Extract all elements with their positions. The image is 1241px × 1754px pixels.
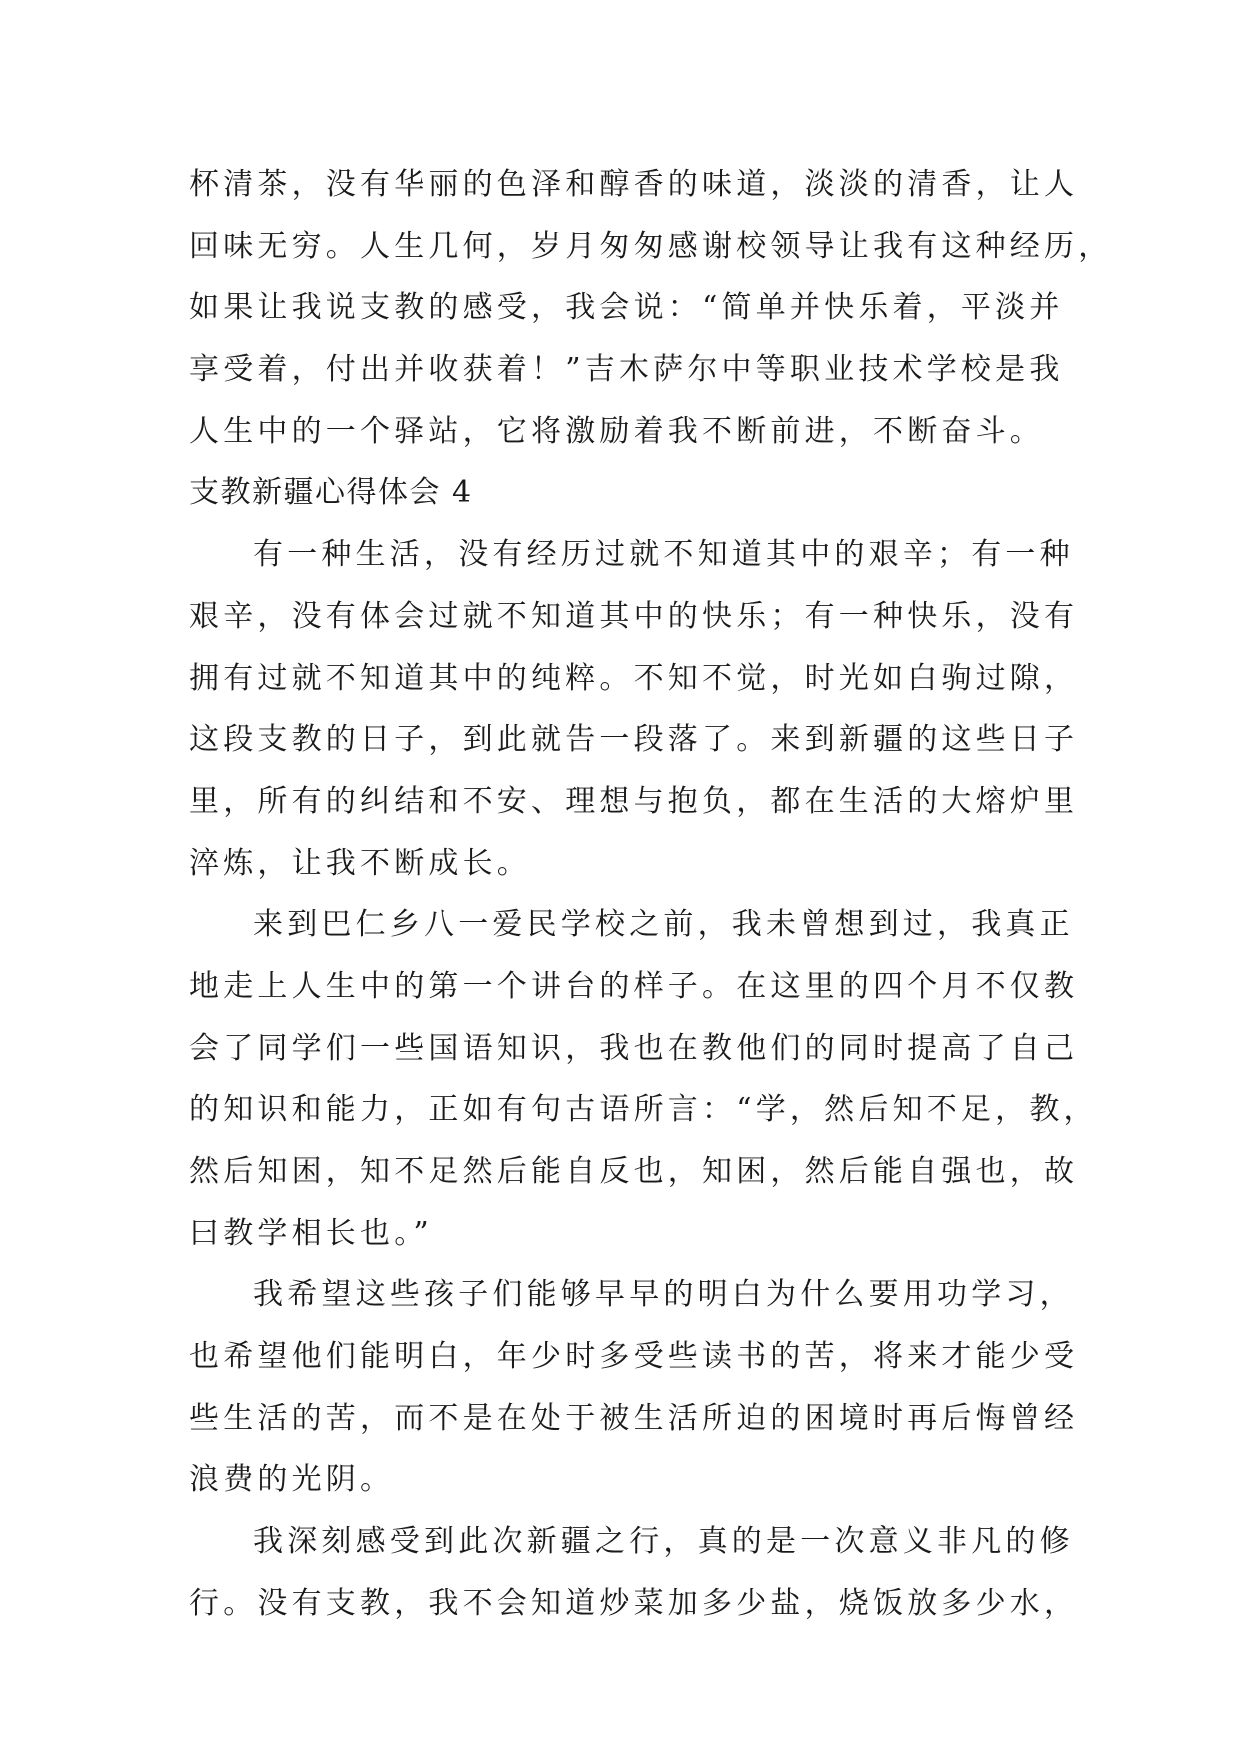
text-line: 些生活的苦，而不是在处于被生活所迫的困境时再后悔曾经 [189, 1400, 1079, 1436]
paragraph-first-line: 有一种生活，没有经历过就不知道其中的艰辛；有一种 [253, 537, 1074, 573]
document-body [189, 154, 1113, 1635]
text-line: 会了同学们一些国语知识，我也在教他们的同时提高了自己 [189, 1030, 1079, 1066]
text-line: 里，所有的纠结和不安、理想与抱负，都在生活的大熔炉里 [189, 783, 1079, 819]
text-line: 人生中的一个驿站，它将激励着我不断前进，不断奋斗。 [189, 413, 1044, 449]
text-line: 回味无穷。人生几何，岁月匆匆感谢校领导让我有这种经历， [189, 228, 1113, 264]
text-line: 如果让我说支教的感受，我会说：“简单并快乐着，平淡并 [189, 290, 1064, 326]
text-line: 的知识和能力，正如有句古语所言：“学，然后知不足，教， [189, 1092, 1098, 1128]
text-line: 享受着，付出并收获着！”吉木萨尔中等职业技术学校是我 [189, 352, 1064, 388]
text-line: 杯清茶，没有华丽的色泽和醇香的味道，淡淡的清香，让人 [189, 167, 1079, 202]
section-heading: 支教新疆心得体会 4 [189, 475, 473, 511]
text-line: 地走上人生中的第一个讲台的样子。在这里的四个月不仅教 [189, 968, 1079, 1004]
text-line: 这段支教的日子，到此就告一段落了。来到新疆的这些日子 [189, 722, 1079, 758]
paragraph-first-line: 我深刻感受到此次新疆之行，真的是一次意义非凡的修 [253, 1524, 1074, 1560]
text-line: 也希望他们能明白，年少时多受些读书的苦，将来才能少受 [189, 1339, 1079, 1375]
text-line: 拥有过就不知道其中的纯粹。不知不觉，时光如白驹过隙， [189, 660, 1079, 696]
text-line: 艰辛，没有体会过就不知道其中的快乐；有一种快乐，没有 [189, 598, 1079, 634]
paragraph-first-line: 我希望这些孩子们能够早早的明白为什么要用功学习， [253, 1277, 1074, 1313]
text-line: 然后知困，知不足然后能自反也，知困，然后能自强也，故 [189, 1154, 1079, 1189]
text-line: 曰教学相长也。” [189, 1215, 433, 1251]
text-line: 行。没有支教，我不会知道炒菜加多少盐，烧饭放多少水， [189, 1585, 1079, 1621]
paragraph-first-line: 来到巴仁乡八一爱民学校之前，我未曾想到过，我真正 [253, 907, 1074, 943]
text-line: 浪费的光阴。 [189, 1462, 395, 1498]
text-line: 淬炼，让我不断成长。 [189, 845, 531, 881]
